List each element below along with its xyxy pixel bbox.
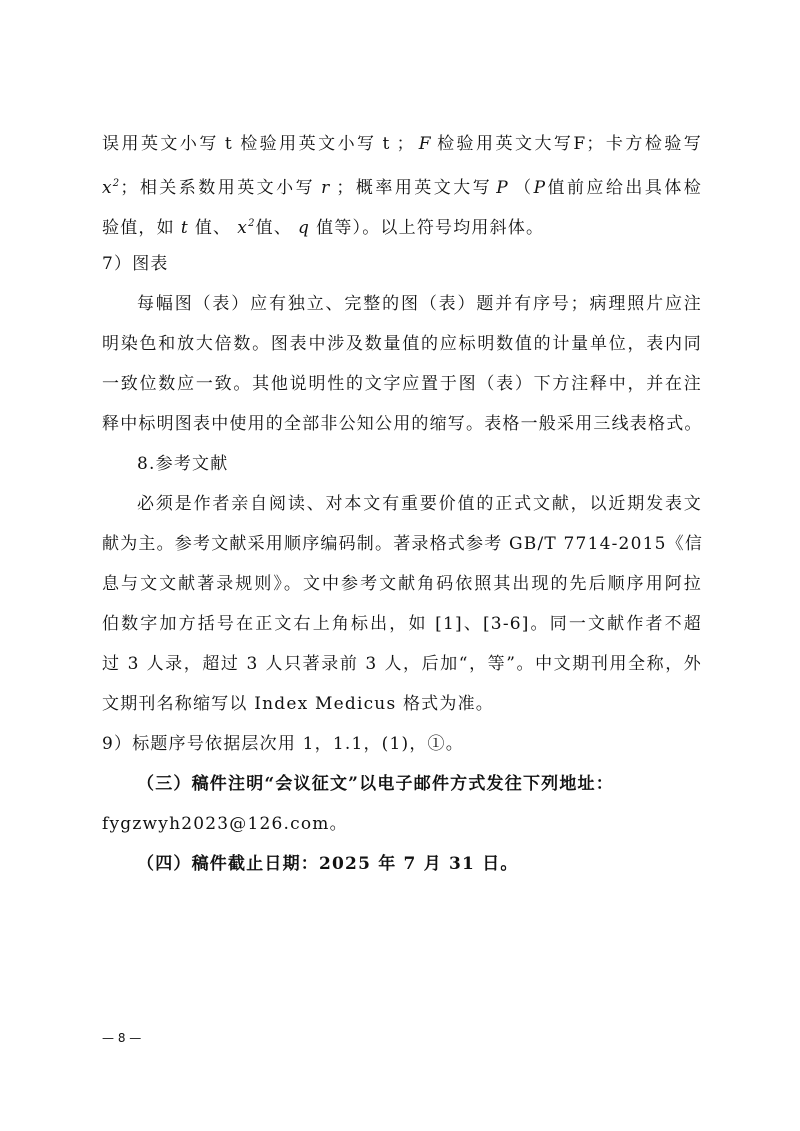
stats-line-1 xyxy=(102,132,702,156)
stats-line-3 xyxy=(102,212,702,240)
submission-email[interactable]: fygzwyh2023@126.com。 xyxy=(102,814,348,834)
paragraph-line: 必须是作者亲自阅读、对本文有重要价值的正式文献，以近期发表文 xyxy=(137,494,702,514)
superscript: 2 xyxy=(112,178,121,189)
text: 误用英文小写 xyxy=(102,134,219,154)
symbol-F: F xyxy=(418,134,432,154)
paragraph-line: 文期刊名称缩写以 Index Medicus 格式为准。 xyxy=(102,694,494,714)
text: 验值，如 xyxy=(102,218,175,238)
superscript: 2 xyxy=(248,218,256,229)
paragraph-line: 献为主。参考文献采用顺序编码制。著录格式参考 GB/T 7714-2015《信 xyxy=(102,534,704,554)
deadline: （四）稿件截止日期：2025 年 7 月 31 日。 xyxy=(137,854,519,874)
paragraph-line: 明染色和放大倍数。图表中涉及数量值的应标明数值的计量单位，表内同 xyxy=(102,334,702,354)
text: 检验用英文小写 xyxy=(238,134,377,154)
section-heading-references: 8.参考文献 xyxy=(137,454,229,474)
symbol-x: x xyxy=(102,178,113,198)
page-number: — 8 — xyxy=(102,1031,142,1045)
section-heading-charts: 7）图表 xyxy=(102,254,169,274)
text: 检验用英文大写 xyxy=(435,134,574,154)
symbol-t: t xyxy=(180,218,189,238)
symbol-q: q xyxy=(298,218,311,238)
symbol-P: P xyxy=(496,178,509,198)
numbering-rule: 9）标题序号依据层次用 1，1.1，(1)，①。 xyxy=(102,734,464,754)
symbol-P: P xyxy=(533,178,547,198)
paragraph-line: 一致位数应一致。其他说明性的文字应置于图（表）下方注释中，并在注 xyxy=(102,374,702,394)
text: 值、 xyxy=(194,218,232,238)
symbol-r: r xyxy=(321,178,331,198)
symbol-x: x xyxy=(237,218,249,238)
text: 值前应给出具体检 xyxy=(546,178,702,198)
text: ； xyxy=(396,134,415,154)
text: 值、 xyxy=(255,218,293,238)
text: ；卡方检验写 xyxy=(586,134,703,154)
text: 值等）。以上符号均用斜体。 xyxy=(316,218,545,238)
submission-title: （三）稿件注明“会议征文”以电子邮件方式发往下列地址： xyxy=(137,774,614,794)
text: ；相关系数用英文小写 xyxy=(120,178,316,198)
symbol-t: t xyxy=(382,134,391,154)
paragraph-line: 过 3 人录，超过 3 人只著录前 3 人，后加“，等”。中文期刊用全称，外 xyxy=(102,654,702,674)
paragraph-line: 每幅图（表）应有独立、完整的图（表）题并有序号；病理照片应注 xyxy=(137,294,702,314)
text: （ xyxy=(512,178,534,198)
paragraph-line: 释中标明图表中使用的全部非公知公用的缩写。表格一般采用三线表格式。 xyxy=(102,414,703,434)
symbol-t: t xyxy=(224,134,233,154)
paragraph-line: 伯数字加方括号在正文右上角标出，如 [1]、[3-6]。同一文献作者不超 xyxy=(102,614,702,634)
text: ；概率用英文大写 xyxy=(336,178,493,198)
symbol-F: F xyxy=(573,134,587,154)
paragraph-line: 息与文文献著录规则》。文中参考文献角码依照其出现的先后顺序用阿拉 xyxy=(102,574,702,594)
stats-line-2 xyxy=(102,172,702,200)
